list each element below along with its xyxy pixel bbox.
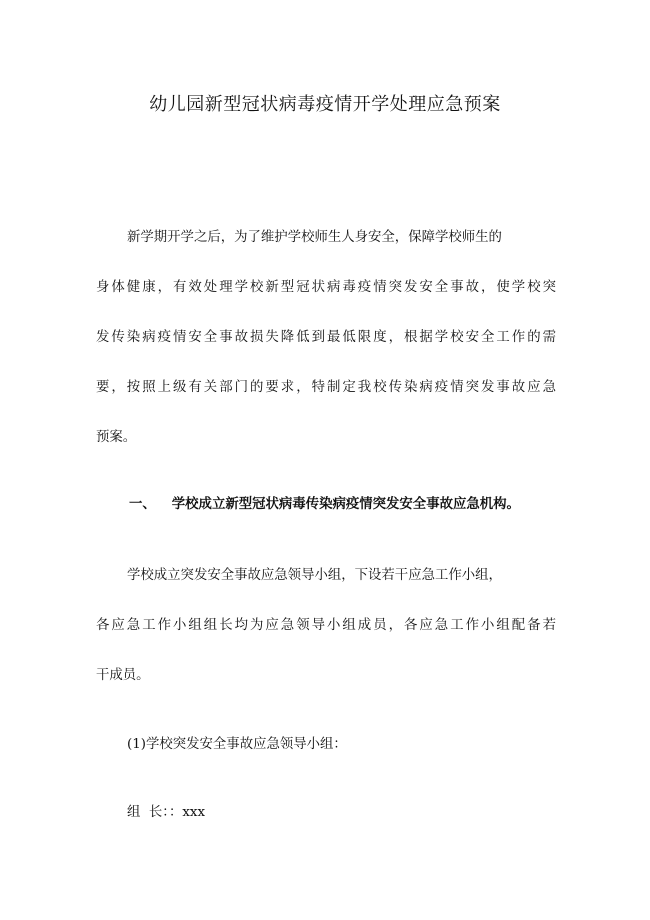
- section-1-heading: [129, 493, 520, 517]
- intro-line-3: 发传染病疫情安全事故损失降低到最低限度，根据学校安全工作的需: [96, 330, 556, 345]
- section-1-line-3: 干成员。: [96, 668, 150, 683]
- intro-line-4: 要，按照上级有关部门的要求，特制定我校传染病疫情突发事故应急: [96, 380, 556, 395]
- intro-line-5: 预案。: [96, 430, 137, 445]
- subitem-1: (1)学校突发安全事故应急领导小组：: [127, 737, 347, 752]
- section-1-line-1: 学校成立突发安全事故应急领导小组，下设若干应急工作小组，: [127, 568, 502, 583]
- leader-line: 组 长：：xxx: [127, 805, 206, 820]
- section-1-line-2: 各应急工作小组组长均为应急领导小组成员，各应急工作小组配备若: [96, 618, 556, 633]
- intro-line-1: 新学期开学之后，为了维护学校师生人身安全，保障学校师生的: [127, 230, 502, 245]
- document-title: 幼儿园新型冠状病毒疫情开学处理应急预案: [149, 94, 501, 115]
- section-1-heading-text: 学校成立新型冠状病毒传染病疫情突发安全事故应急机构。: [171, 497, 520, 512]
- intro-line-2: 身体健康，有效处理学校新型冠状病毒疫情突发安全事故，使学校突: [96, 280, 556, 295]
- section-1-number: 一、: [129, 497, 156, 512]
